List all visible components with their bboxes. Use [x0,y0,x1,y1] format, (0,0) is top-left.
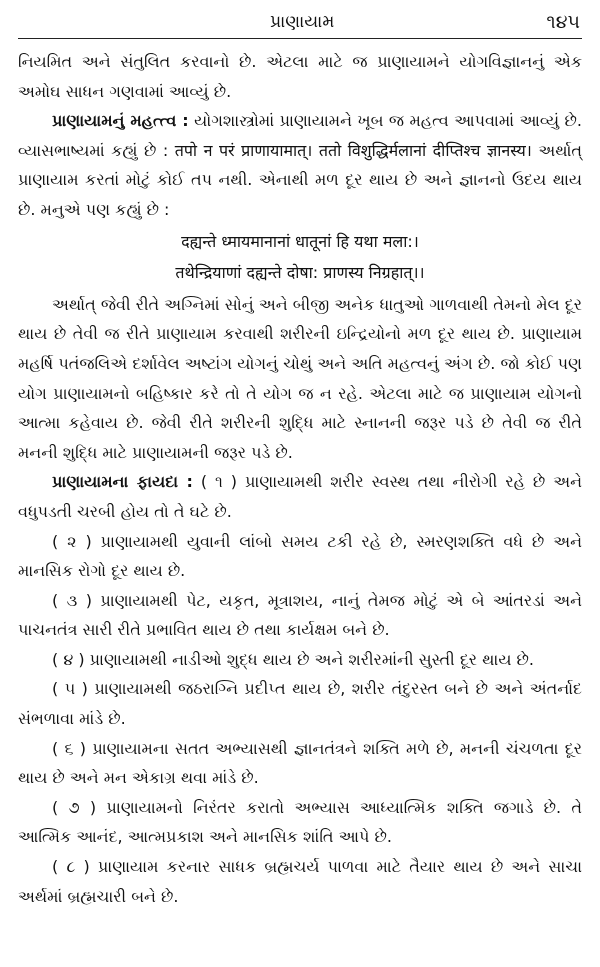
benefit-item-8: ( ૮ ) પ્રાણાયામ કરનાર સાધક બ્રહ્મચર્ય પાળવા માટે તૈયાર થાય છે અને સાચા અર્થમાં બ્રહ્મચારી બને છે. [18,857,582,906]
benefit-item-4: ( ૪ ) પ્રાણાયામથી નાડીઓ શુદ્ધ થાય છે અને શરીરમાંની સુસ્તી દૂર થાય છે. [52,649,534,669]
paragraph-importance [18,106,582,224]
page-body [18,47,582,911]
header-rule [18,38,582,39]
verse-line-2: तथेन्द्रियाणां दह्यन्ते दोषा: प्राणस्य निग्रहात्।। [175,263,425,283]
paragraph-intro: નિયમિત અને સંતુલિત કરવાનો છે. એટલા માટે જ પ્રાણાયામને યોગવિજ્ઞાનનું એક અમોઘ સાધન ગણવામાં આવ્યું છે. [18,52,582,101]
benefit-text-1: ( ૧ ) પ્રાણાયામથી શરીર સ્વસ્થ તથા નીરોગી રહે છે અને વધુપડતી ચરબી હોય તો તે ઘટે છે. [18,472,582,521]
benefit-item-3: ( ૩ ) પ્રાણાયામથી પેટ, યકૃત, મૂત્રાશય, નાનું તેમજ મોટું એ બે આંતરડાં અને પાચનતંત્ર સારી રીતે પ્રભાવિત થાય છે તથા કાર્યક્ષમ બને છે. [18,590,582,640]
benefit-item-5: ( ૫ ) પ્રાણાયામથી જઠરાગ્નિ પ્રદીપ્ત થાય છે, શરીર તંદુરસ્ત બને છે અને અંતર્નાદ સંભળાવા માંડે છે. [18,679,582,729]
benefit-item-1 [18,467,582,526]
importance-text: યોગશાસ્ત્રોમાં પ્રાણાયામને ખૂબ જ મહત્વ આપવામાં આવ્યું છે. વ્યાસભાષ્યમાં કહ્યું છે : तपो न परं प्राणायामात्। ततो विशुद्धिर्मलानां दीप्तिश्च ज्ञानस्य। અર્થાત્ પ્રાણાયામ કરતાં મોટું કોઈ તપ નથી. એનાથી મળ દૂર થાય છે અને જ્ઞાનનો ઉદય થાય છે. મનુએ પણ કહ્યું છે : [18,111,582,219]
running-title: પ્રાણાયામ [270,12,335,32]
section-heading-importance: પ્રાણાયામનું મહત્ત્વ : [52,111,189,131]
benefit-item-7: ( ૭ ) પ્રાણાયામનો નિરંતર કરાતો અભ્યાસ આધ્યાત્મિક શક્તિ જગાડે છે. તે આત્મિક આનંદ, આત્મપ્રકાશ અને માનસિક શાંતિ આપે છે. [18,797,582,847]
section-heading-benefits: પ્રાણાયામના ફાયદા : [52,472,193,492]
page-number: ૧૪૫ [546,11,580,33]
paragraph-meaning: અર્થાત્ જેવી રીતે અગ્નિમાં સોનું અને બીજી અનેક ધાતુઓ ગાળવાથી તેમનો મેલ દૂર થાય છે તેવી જ રીતે પ્રાણાયામ કરવાથી શરીરની ઇન્દ્રિયોનો મળ દૂર થાય છે. પ્રાણાયામ મહર્ષિ પતંજલિએ દર્શાવેલ અષ્ટાંગ યોગનું ચોથું અને અતિ મહત્વનું અંગ છે. જો કોઈ પણ યોગ પ્રાણાયામનો બહિષ્કાર કરે તો તે યોગ જ ન રહે. એટલા માટે જ પ્રાણાયામ યોગનો આત્મા કહેવાય છે. જેવી રીતે શરીરની શુદ્ધિ માટે સ્નાનની જરૂર પડે છે તેવી જ રીતે મનની શુદ્ધિ માટે પ્રાણાયામની જરૂર પડે છે. [18,294,582,462]
benefit-item-2: ( ૨ ) પ્રાણાયામથી યુવાની લાંબો સમય ટકી રહે છે, સ્મરણશક્તિ વધે છે અને માનસિક રોગો દૂર થાય છે. [18,531,582,581]
page-header [18,8,582,36]
benefit-item-6: ( ૬ ) પ્રાણાયામના સતત અભ્યાસથી જ્ઞાનતંત્રને શક્તિ મળે છે, મનની ચંચળતા દૂર થાય છે અને મન એકાગ્ર થવા માંડે છે. [18,738,582,788]
verse-line-1: दह्यन्ते ध्मायमानानां धातूनां हि यथा मला:। [181,231,419,251]
